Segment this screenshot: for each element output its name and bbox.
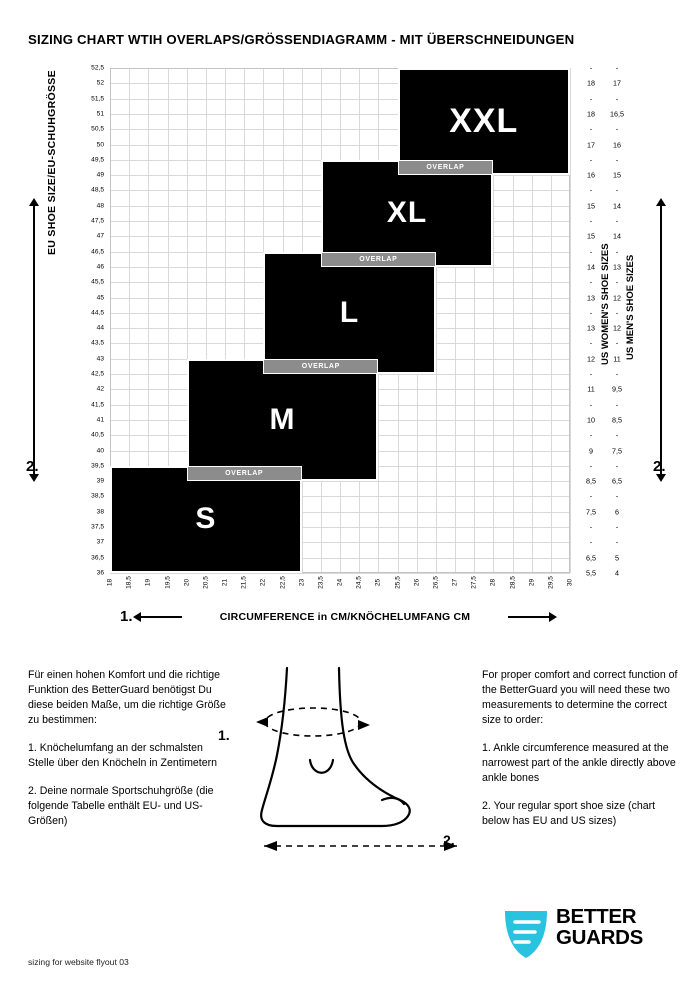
marker-1-bottom: 1. [120,608,133,625]
size-box-l [263,252,436,374]
y-axis-arrow-left [33,205,35,475]
y-tick-eu: 46,5 [91,248,104,256]
y-tick-us-women: - [589,461,593,471]
y-tick-eu: 46 [96,263,104,271]
y-tick-eu: 40,5 [91,431,104,439]
y-tick-eu: 36,5 [91,554,104,562]
y-tick-eu: 51,5 [91,95,104,103]
y-tick-us-women: 5,5 [586,568,596,578]
x-tick: 19,5 [164,576,171,589]
x-tick: 18 [106,578,114,587]
x-tick: 24,5 [355,576,363,589]
german-paragraph-1: 1. Knöchelumfang an der schmalsten Stelle über den Knöcheln in Zentimetern [28,742,218,770]
y-tick-us-men: - [615,369,619,379]
y-tick-us-men: 6,5 [612,476,622,486]
y-tick-us-women: 18 [587,109,595,119]
diagram-marker-1: 1. [218,727,230,743]
y-tick-us-women: 8,5 [586,476,596,486]
logo-line-1: BETTER [556,905,637,928]
y-tick-us-men: 11 [613,354,621,364]
y-tick-us-men: 15 [613,170,621,180]
y-axis-label-eu: EU SHOE SIZE/EU-SCHUHGRÖSSE [46,70,58,255]
x-tick: 25,5 [394,576,401,589]
y-axis-label-us-women: US WOMEN'S SHOE SIZES [600,243,611,365]
size-box-label: XL [386,196,428,230]
x-tick: 20 [183,578,191,587]
y-tick-eu: 52 [96,79,104,87]
y-tick-us-men: 8,5 [612,415,622,425]
overlap-band-l-xl: OVERLAP [321,252,436,267]
x-axis-arrow-right [508,616,550,618]
y-tick-us-women: 12 [587,354,595,364]
y-tick-us-men: 16 [613,140,621,149]
y-tick-us-men: - [615,522,619,532]
size-box-m [187,359,379,481]
y-tick-us-men: - [615,308,619,318]
y-tick-us-women: 15 [587,231,595,241]
x-tick: 26,5 [432,576,440,589]
y-tick-us-men: 12 [613,293,621,303]
x-tick: 28 [489,578,497,587]
y-tick-eu: 41,5 [91,401,104,409]
english-paragraph-1: 1. Ankle circumference measured at the narrowest part of the ankle directly above ankle bones [482,742,676,785]
y-tick-us-men: - [615,338,619,348]
y-tick-us-men: - [615,461,619,471]
y-tick-eu: 48,5 [91,186,104,194]
y-tick-us-women: 13 [587,323,595,333]
y-tick-us-women: 18 [587,78,595,88]
x-tick: 23,5 [317,576,325,589]
y-tick-eu: 41 [96,416,104,424]
overlap-band-xl-xxl: OVERLAP [398,160,494,175]
y-tick-eu: 42,5 [91,370,104,378]
y-tick-us-men: 16,5 [610,109,624,119]
y-tick-us-men: - [615,247,619,257]
y-tick-eu: 50 [96,141,104,148]
y-tick-us-women: 15 [587,201,595,211]
x-axis-arrow-left [140,616,182,618]
x-tick: 21,5 [240,576,248,589]
y-tick-us-women: 11 [587,384,595,394]
y-tick-us-women: - [589,185,593,195]
logo-wordmark [556,906,643,948]
y-tick-eu: 42 [96,385,104,393]
y-tick-us-women: - [589,216,593,226]
x-tick: 27 [451,578,459,587]
y-tick-us-men: 9,5 [612,384,622,394]
y-tick-us-men: 4 [615,568,619,578]
x-tick: 24 [336,578,344,587]
y-tick-eu: 43 [96,355,104,363]
instructions-german [28,668,228,842]
german-paragraph-0: Für einen hohen Komfort und die richtige Funktion des BetterGuard benötigst Du diese beiden Maße, um die richtige Größe zu bestimmen: [28,669,226,727]
size-box-s [110,466,302,573]
y-tick-eu: 45 [96,294,104,302]
x-tick: 18,5 [125,576,133,589]
y-tick-eu: 44 [96,324,104,332]
y-tick-eu: 51 [96,110,104,118]
sizing-chart [0,60,700,630]
y-tick-us-men: - [615,277,619,287]
y-tick-us-women: 9 [589,446,593,456]
overlap-band-m-l: OVERLAP [263,359,378,374]
y-tick-us-women: - [589,155,593,165]
x-tick: 22 [259,578,267,587]
y-tick-us-women: 10 [587,415,595,425]
y-tick-us-men: - [615,400,619,410]
y-tick-us-women: - [589,522,593,532]
y-tick-eu: 38,5 [91,492,104,500]
y-axis-arrow-right [660,205,662,475]
y-tick-us-women: - [589,277,593,287]
y-tick-us-men: - [615,94,619,104]
x-tick: 30 [566,578,574,587]
y-tick-us-women: 14 [587,262,595,272]
y-tick-us-men: - [615,430,619,440]
x-tick: 20,5 [202,576,210,589]
y-tick-us-women: - [589,491,593,501]
x-tick: 28,5 [509,576,516,589]
footer-note: sizing for website flyout 03 [28,957,129,967]
y-tick-eu: 47 [96,232,104,240]
page-title: SIZING CHART WTIH OVERLAPS/GRÖSSENDIAGRAMM - MIT ÜBERSCHNEIDUNGEN [28,32,575,47]
x-tick: 21 [221,578,229,587]
y-tick-us-men: 13 [613,262,621,272]
x-tick: 29 [528,578,536,587]
german-paragraph-2: 2. Deine normale Sportschuhgröße (die folgende Tabelle enthält EU- und US-Größen) [28,785,214,828]
y-tick-us-men: 17 [613,78,621,88]
y-tick-us-women: 16 [587,170,595,180]
y-tick-us-women: - [589,338,593,348]
logo-line-2: GUARDS [556,926,644,950]
y-tick-us-women: - [589,94,593,104]
y-tick-us-women: - [589,247,593,257]
english-paragraph-2: 2. Your regular sport shoe size (chart below has EU and US sizes) [482,800,656,828]
y-tick-us-women: - [589,537,593,547]
english-paragraph-0: For proper comfort and correct function of the BetterGuard you will need these two measurements to determine the correct size to order: [482,669,678,727]
y-tick-eu: 39,5 [91,462,104,470]
x-tick: 22,5 [279,576,286,589]
size-box-label: M [269,402,296,436]
x-axis-label: CIRCUMFERENCE in CM/KNÖCHELUMFANG CM [219,611,471,623]
y-tick-us-men: - [615,491,619,501]
y-tick-eu: 50,5 [91,125,104,133]
y-tick-eu: 44,5 [91,309,104,317]
y-tick-us-women: - [589,369,593,379]
y-tick-us-men: - [615,63,619,73]
y-axis-label-us-men: US MEN'S SHOE SIZES [625,254,636,360]
y-tick-eu: 45,5 [91,278,104,286]
y-tick-us-men: 14 [613,201,621,211]
y-tick-us-men: - [615,185,619,195]
y-tick-us-men: 7,5 [612,446,622,456]
diagram-marker-2: 2. [443,832,455,848]
size-box-label: XXL [449,102,519,141]
size-box-label: S [195,502,217,536]
y-tick-us-men: - [615,124,619,134]
y-tick-eu: 49,5 [91,156,104,164]
instructions-english [482,668,682,842]
x-axis-caption [140,608,550,626]
y-tick-us-women: - [589,308,593,318]
x-tick: 26 [413,578,421,587]
y-tick-us-men: 14 [613,231,621,241]
y-tick-us-women: - [589,63,593,73]
y-tick-eu: 37 [96,538,104,546]
overlap-band-s-m: OVERLAP [187,466,302,481]
size-box-label: L [339,295,360,329]
chart-plot-area [110,68,570,573]
y-tick-eu: 38 [96,508,104,516]
x-tick: 19 [144,578,152,587]
y-tick-us-men: 6 [615,507,619,517]
y-tick-eu: 52,5 [91,64,104,72]
y-tick-us-women: 13 [587,293,595,303]
x-tick: 23 [298,578,306,587]
y-tick-us-men: - [615,216,619,226]
y-tick-us-women: - [589,124,593,134]
x-tick: 27,5 [470,576,478,589]
y-tick-eu: 39 [96,477,104,485]
y-tick-eu: 48 [96,202,104,210]
x-tick: 25 [374,578,382,587]
y-tick-us-women: 7,5 [586,507,596,517]
y-tick-eu: 47,5 [91,217,104,225]
y-tick-eu: 40 [96,447,104,455]
y-tick-us-men: - [615,155,619,165]
marker-2-right: 2. [653,458,666,475]
y-tick-eu: 37,5 [91,523,104,531]
y-tick-eu: 43,5 [91,339,104,347]
y-tick-us-men: - [615,537,619,547]
y-tick-eu: 36 [96,569,104,577]
y-tick-us-women: 6,5 [586,553,596,563]
y-tick-us-men: 12 [613,323,621,333]
y-tick-us-women: 17 [587,140,595,149]
y-tick-us-women: - [589,400,593,410]
y-tick-us-men: 5 [615,553,619,563]
y-tick-us-women: - [589,430,593,440]
marker-2-left: 2. [26,458,39,475]
foot-diagram-icon [232,660,462,880]
y-tick-eu: 49 [96,171,104,179]
x-tick: 29,5 [547,576,555,589]
